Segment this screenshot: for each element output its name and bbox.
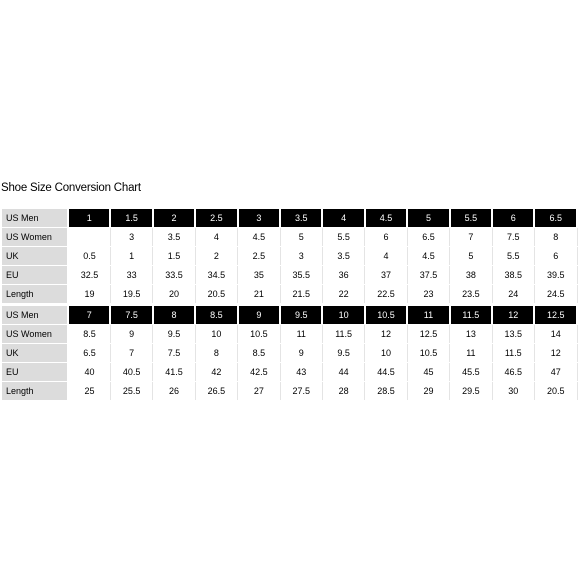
size-cell: 3	[280, 247, 322, 266]
size-cell: 8	[534, 228, 577, 247]
size-cell: 6	[534, 247, 577, 266]
table-row-eu	[2, 363, 577, 382]
size-cell: 45	[407, 363, 449, 382]
size-cell: 10	[365, 344, 407, 363]
size-cell: 32.5	[68, 266, 110, 285]
size-cell: 19	[68, 285, 110, 304]
row-label-us-men: US Men	[2, 209, 68, 228]
size-cell: 11.5	[492, 344, 534, 363]
size-cell: 4	[365, 247, 407, 266]
size-cell: 7.5	[153, 344, 195, 363]
size-cell: 35.5	[280, 266, 322, 285]
size-cell: 35	[238, 266, 280, 285]
size-cell: 21.5	[280, 285, 322, 304]
size-cell: 11	[280, 325, 322, 344]
size-cell: 5.5	[450, 209, 492, 228]
size-cell: 9.5	[153, 325, 195, 344]
size-cell: 1	[110, 247, 152, 266]
size-cell: 47	[534, 363, 577, 382]
size-cell: 23	[407, 285, 449, 304]
size-cell: 12.5	[534, 306, 577, 325]
size-cell: 12.5	[407, 325, 449, 344]
size-cell: 33	[110, 266, 152, 285]
size-cell: 26	[153, 382, 195, 401]
table-row-uk	[2, 344, 577, 363]
size-cell: 13.5	[492, 325, 534, 344]
size-cell: 41.5	[153, 363, 195, 382]
size-cell: 8	[153, 306, 195, 325]
size-cell: 9	[110, 325, 152, 344]
size-cell: 4	[322, 209, 364, 228]
size-cell: 5	[407, 209, 449, 228]
size-cell: 3.5	[322, 247, 364, 266]
row-label-length: Length	[2, 285, 68, 304]
size-cell: 11.5	[450, 306, 492, 325]
size-cell: 34.5	[195, 266, 237, 285]
size-cell: 42	[195, 363, 237, 382]
size-cell: 3.5	[153, 228, 195, 247]
row-label-length: Length	[2, 382, 68, 401]
table-row-length	[2, 285, 577, 304]
size-cell: 2.5	[195, 209, 237, 228]
size-cell: 3.5	[280, 209, 322, 228]
size-cell: 29	[407, 382, 449, 401]
size-cell: 8	[195, 344, 237, 363]
size-cell: 25.5	[110, 382, 152, 401]
size-cell: 5.5	[322, 228, 364, 247]
size-cell: 2	[195, 247, 237, 266]
size-cell: 10	[195, 325, 237, 344]
size-cell: 4.5	[365, 209, 407, 228]
size-cell: 12	[492, 306, 534, 325]
size-cell: 7.5	[110, 306, 152, 325]
size-cell: 29.5	[450, 382, 492, 401]
size-cell: 1.5	[110, 209, 152, 228]
size-cell: 42.5	[238, 363, 280, 382]
size-cell: 10.5	[238, 325, 280, 344]
size-cell: 12	[534, 344, 577, 363]
size-cell: 20.5	[195, 285, 237, 304]
size-cell: 7	[450, 228, 492, 247]
size-cell: 14	[534, 325, 577, 344]
table-row-length	[2, 382, 577, 401]
size-cell: 7	[68, 306, 110, 325]
row-label-us-men: US Men	[2, 306, 68, 325]
size-cell: 9	[280, 344, 322, 363]
table-row-us-women	[2, 325, 577, 344]
size-cell: 38	[450, 266, 492, 285]
size-cell	[68, 228, 110, 247]
size-cell: 2	[153, 209, 195, 228]
row-label-us-women: US Women	[2, 228, 68, 247]
size-cell: 19.5	[110, 285, 152, 304]
size-cell: 20.5	[534, 382, 577, 401]
size-cell: 46.5	[492, 363, 534, 382]
size-cell: 5.5	[492, 247, 534, 266]
size-cell: 38.5	[492, 266, 534, 285]
size-cell: 11	[450, 344, 492, 363]
size-cell: 40	[68, 363, 110, 382]
size-cell: 26.5	[195, 382, 237, 401]
size-cell: 8.5	[195, 306, 237, 325]
size-cell: 45.5	[450, 363, 492, 382]
size-cell: 13	[450, 325, 492, 344]
size-cell: 11.5	[322, 325, 364, 344]
size-cell: 10	[322, 306, 364, 325]
table-row-uk	[2, 247, 577, 266]
size-cell: 22.5	[365, 285, 407, 304]
row-label-eu: EU	[2, 363, 68, 382]
size-cell: 20	[153, 285, 195, 304]
table-row-eu	[2, 266, 577, 285]
size-cell: 8.5	[68, 325, 110, 344]
size-conversion-table-1	[2, 209, 578, 304]
table-row-us-women	[2, 228, 577, 247]
size-cell: 9.5	[322, 344, 364, 363]
size-cell: 44	[322, 363, 364, 382]
size-cell: 6	[365, 228, 407, 247]
size-cell: 22	[322, 285, 364, 304]
size-cell: 1.5	[153, 247, 195, 266]
size-cell: 33.5	[153, 266, 195, 285]
size-cell: 11	[407, 306, 449, 325]
size-cell: 5	[280, 228, 322, 247]
table-row-us-men	[2, 209, 577, 228]
size-cell: 4.5	[407, 247, 449, 266]
size-cell: 0.5	[68, 247, 110, 266]
size-cell: 43	[280, 363, 322, 382]
size-cell: 8.5	[238, 344, 280, 363]
size-cell: 9.5	[280, 306, 322, 325]
size-cell: 10.5	[365, 306, 407, 325]
size-cell: 37	[365, 266, 407, 285]
size-cell: 24	[492, 285, 534, 304]
size-cell: 4.5	[238, 228, 280, 247]
size-cell: 36	[322, 266, 364, 285]
size-cell: 6.5	[68, 344, 110, 363]
row-label-eu: EU	[2, 266, 68, 285]
size-cell: 12	[365, 325, 407, 344]
size-cell: 2.5	[238, 247, 280, 266]
size-cell: 5	[450, 247, 492, 266]
size-cell: 24.5	[534, 285, 577, 304]
size-cell: 39.5	[534, 266, 577, 285]
size-cell: 6.5	[534, 209, 577, 228]
size-cell: 7	[110, 344, 152, 363]
size-cell: 6.5	[407, 228, 449, 247]
size-cell: 30	[492, 382, 534, 401]
size-cell: 6	[492, 209, 534, 228]
size-cell: 4	[195, 228, 237, 247]
table-row-us-men	[2, 306, 577, 325]
size-cell: 27.5	[280, 382, 322, 401]
size-cell: 37.5	[407, 266, 449, 285]
size-cell: 3	[110, 228, 152, 247]
size-conversion-table-2	[2, 306, 578, 401]
size-cell: 3	[238, 209, 280, 228]
size-cell: 10.5	[407, 344, 449, 363]
size-cell: 28	[322, 382, 364, 401]
size-cell: 1	[68, 209, 110, 228]
size-cell: 27	[238, 382, 280, 401]
size-cell: 7.5	[492, 228, 534, 247]
size-cell: 44.5	[365, 363, 407, 382]
row-label-uk: UK	[2, 247, 68, 266]
size-cell: 21	[238, 285, 280, 304]
row-label-us-women: US Women	[2, 325, 68, 344]
size-cell: 28.5	[365, 382, 407, 401]
size-cell: 9	[238, 306, 280, 325]
size-cell: 23.5	[450, 285, 492, 304]
size-cell: 25	[68, 382, 110, 401]
page-title: Shoe Size Conversion Chart	[1, 182, 141, 194]
row-label-uk: UK	[2, 344, 68, 363]
size-cell: 40.5	[110, 363, 152, 382]
